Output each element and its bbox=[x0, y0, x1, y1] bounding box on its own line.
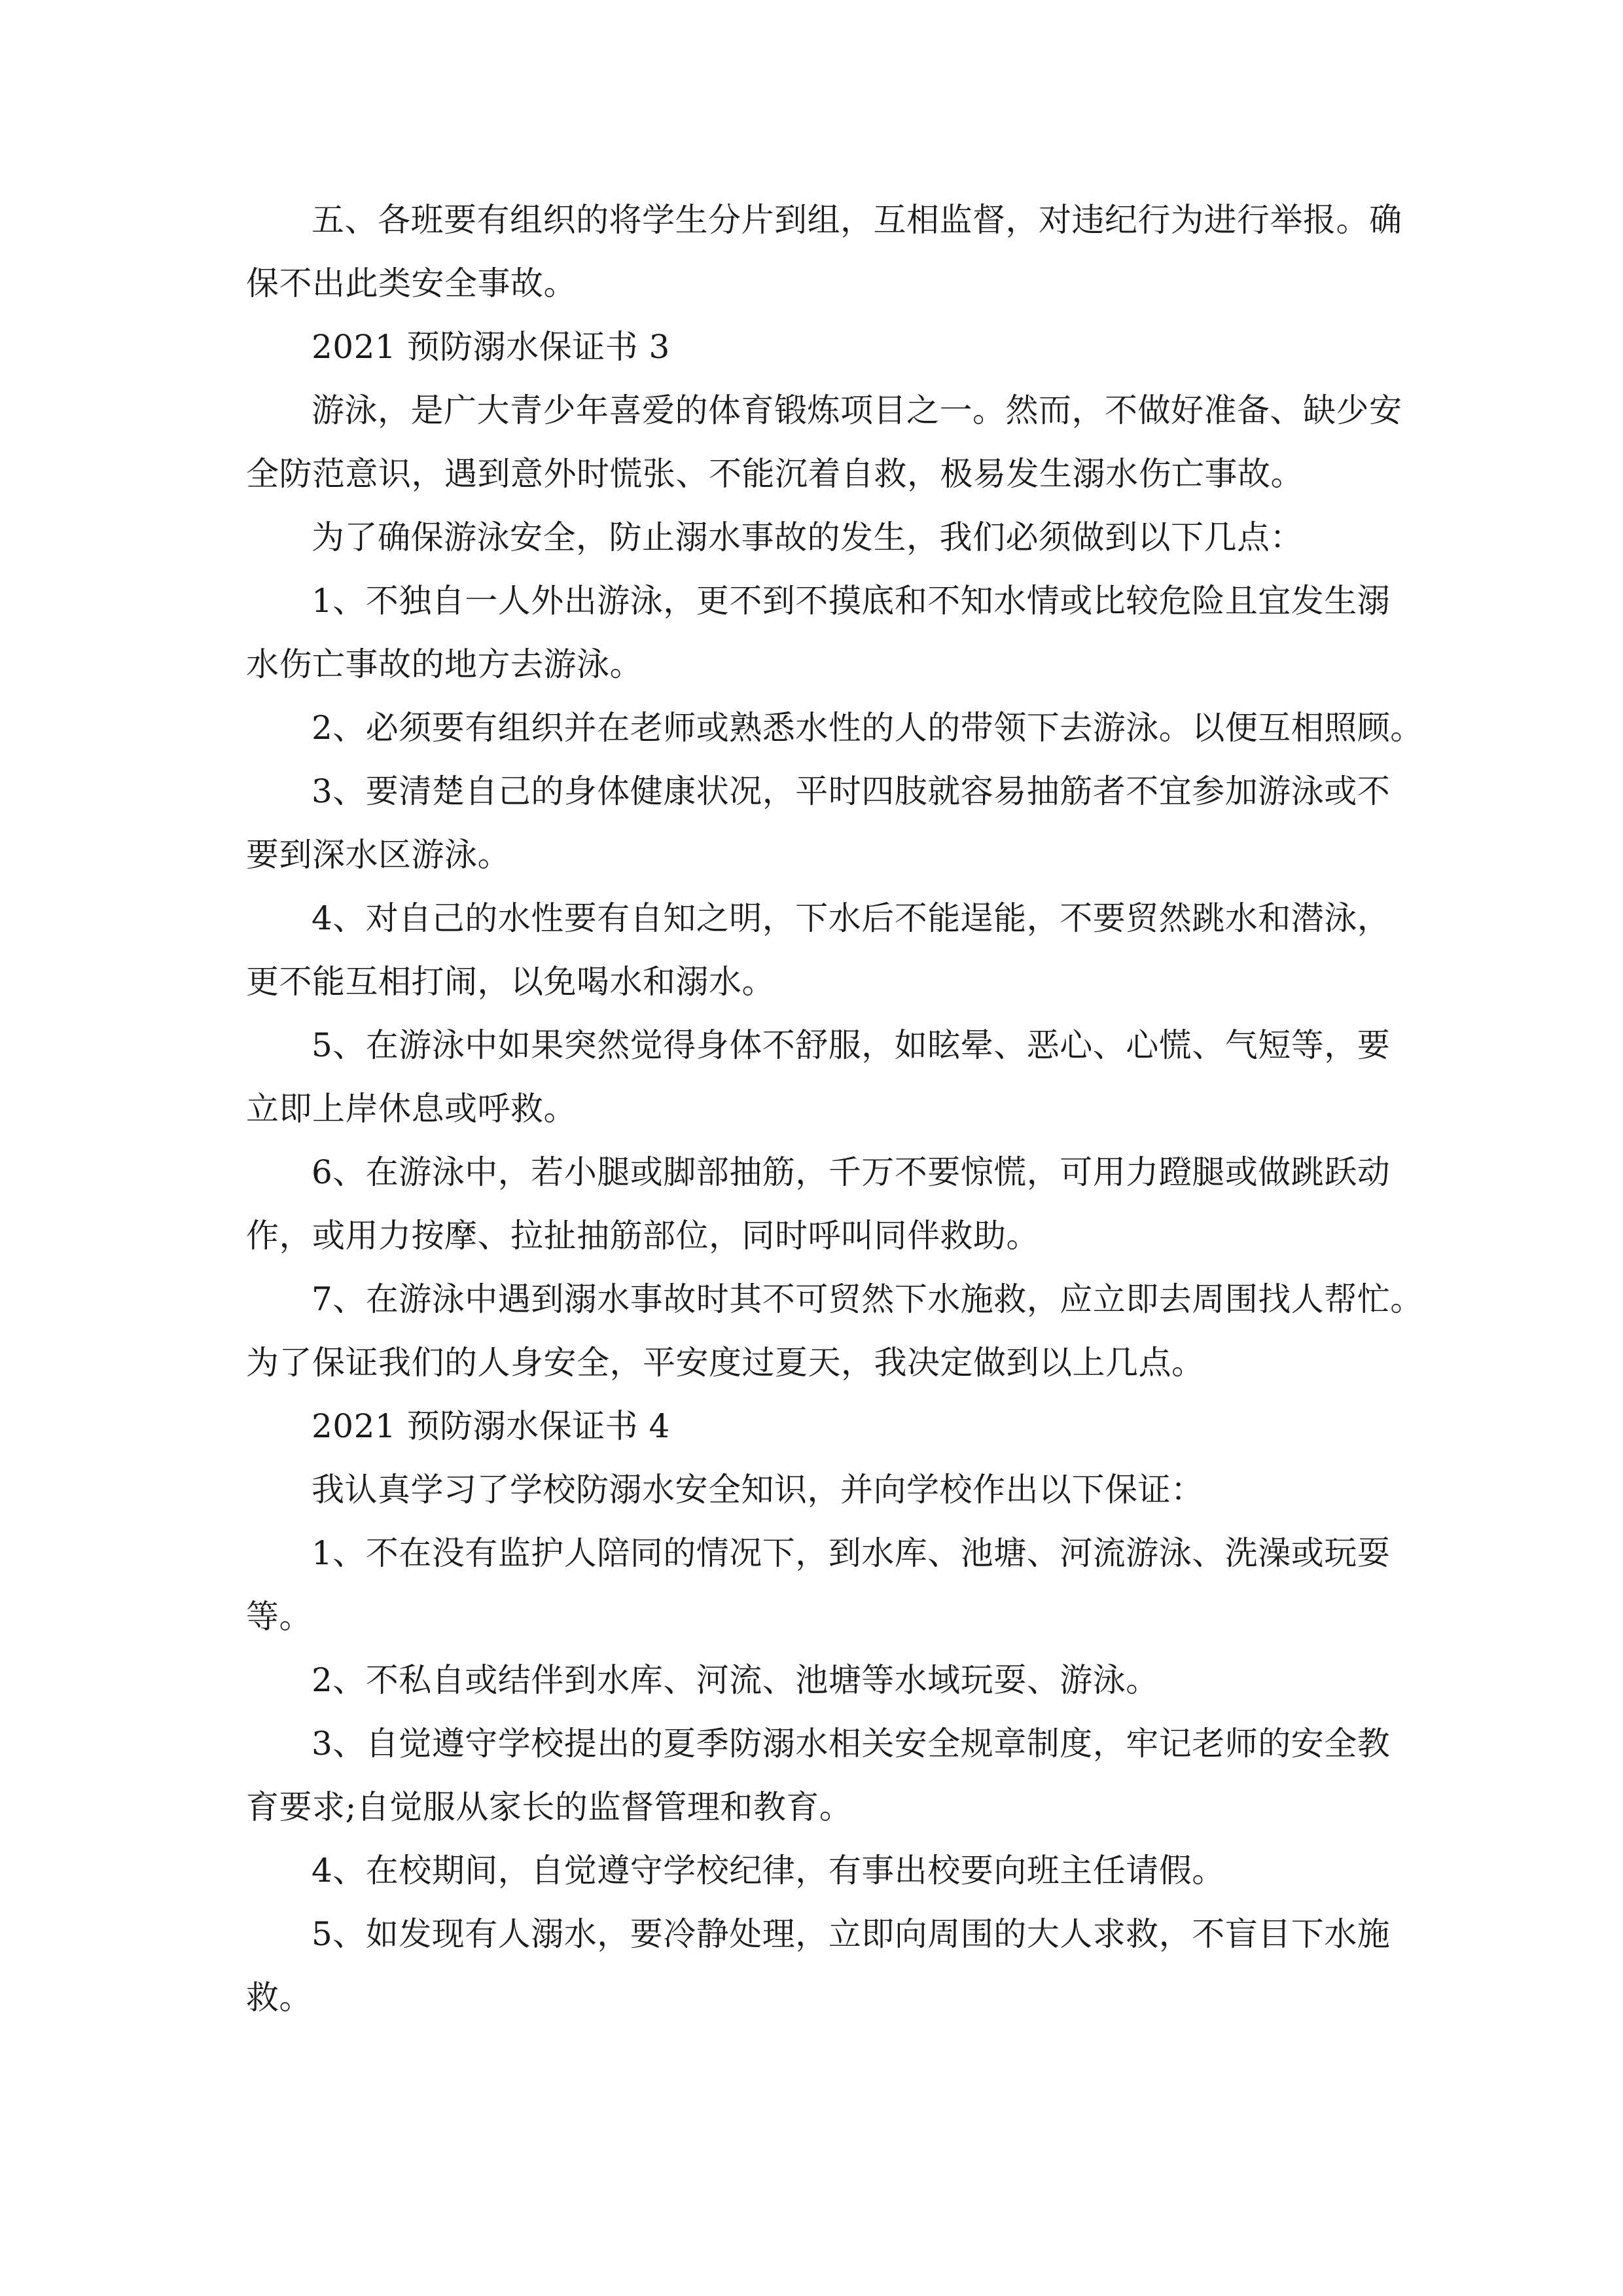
section-heading: 2021 预防溺水保证书 4 bbox=[312, 1407, 670, 1445]
text-line: 更不能互相打闹，以免喝水和溺水。 bbox=[246, 963, 775, 1001]
text-line: 育要求;自觉服从家长的监督管理和教育。 bbox=[246, 1788, 853, 1826]
text-line: 3、要清楚自己的身体健康状况，平时四肢就容易抽筋者不宜参加游泳或不 bbox=[312, 772, 1391, 810]
text-line: 为了保证我们的人身安全，平安度过夏天，我决定做到以上几点。 bbox=[246, 1344, 1205, 1382]
text-line: 2、不私自或结伴到水库、河流、池塘等水域玩耍、游泳。 bbox=[312, 1661, 1159, 1699]
text-line: 立即上岸休息或呼救。 bbox=[246, 1090, 577, 1128]
text-line: 为了确保游泳安全，防止溺水事故的发生，我们必须做到以下几点： bbox=[312, 518, 1303, 556]
text-line: 4、对自己的水性要有自知之明，下水后不能逞能，不要贸然跳水和潜泳， bbox=[312, 899, 1391, 937]
text-line: 1、不独自一人外出游泳，更不到不摸底和不知水情或比较危险且宜发生溺 bbox=[312, 582, 1391, 620]
text-line: 3、自觉遵守学校提出的夏季防溺水相关安全规章制度，牢记老师的安全教 bbox=[312, 1725, 1391, 1763]
text-line: 保不出此类安全事故。 bbox=[246, 264, 577, 302]
text-line: 水伤亡事故的地方去游泳。 bbox=[246, 645, 643, 683]
text-line: 救。 bbox=[246, 1979, 312, 2017]
text-line: 作，或用力按摩、拉扯抽筋部位，同时呼叫同伴救助。 bbox=[246, 1217, 1039, 1255]
text-line: 7、在游泳中遇到溺水事故时其不可贸然下水施救，应立即去周围找人帮忙。 bbox=[312, 1280, 1423, 1318]
text-line: 要到深水区游泳。 bbox=[246, 836, 510, 874]
text-line: 2、必须要有组织并在老师或熟悉水性的人的带领下去游泳。以便互相照顾。 bbox=[312, 709, 1423, 747]
text-line: 5、在游泳中如果突然觉得身体不舒服，如眩晕、恶心、心慌、气短等，要 bbox=[312, 1026, 1391, 1064]
text-line: 1、不在没有监护人陪同的情况下，到水库、池塘、河流游泳、洗澡或玩耍 bbox=[312, 1534, 1391, 1572]
text-line: 我认真学习了学校防溺水安全知识，并向学校作出以下保证： bbox=[312, 1471, 1204, 1509]
text-line: 5、如发现有人溺水，要冷静处理，立即向周围的大人求救，不盲目下水施 bbox=[312, 1915, 1391, 1953]
text-line: 4、在校期间，自觉遵守学校纪律，有事出校要向班主任请假。 bbox=[312, 1852, 1225, 1890]
section-heading: 2021 预防溺水保证书 3 bbox=[312, 328, 670, 366]
text-line: 6、在游泳中，若小腿或脚部抽筋，千万不要惊慌，可用力蹬腿或做跳跃动 bbox=[312, 1153, 1391, 1191]
text-line: 五、各班要有组织的将学生分片到组，互相监督，对违纪行为进行举报。确 bbox=[312, 201, 1402, 239]
text-line: 全防范意识，遇到意外时慌张、不能沉着自救，极易发生溺水伤亡事故。 bbox=[246, 455, 1304, 493]
text-line: 等。 bbox=[246, 1598, 312, 1636]
text-line: 游泳，是广大青少年喜爱的体育锻炼项目之一。然而，不做好准备、缺少安 bbox=[312, 391, 1402, 429]
